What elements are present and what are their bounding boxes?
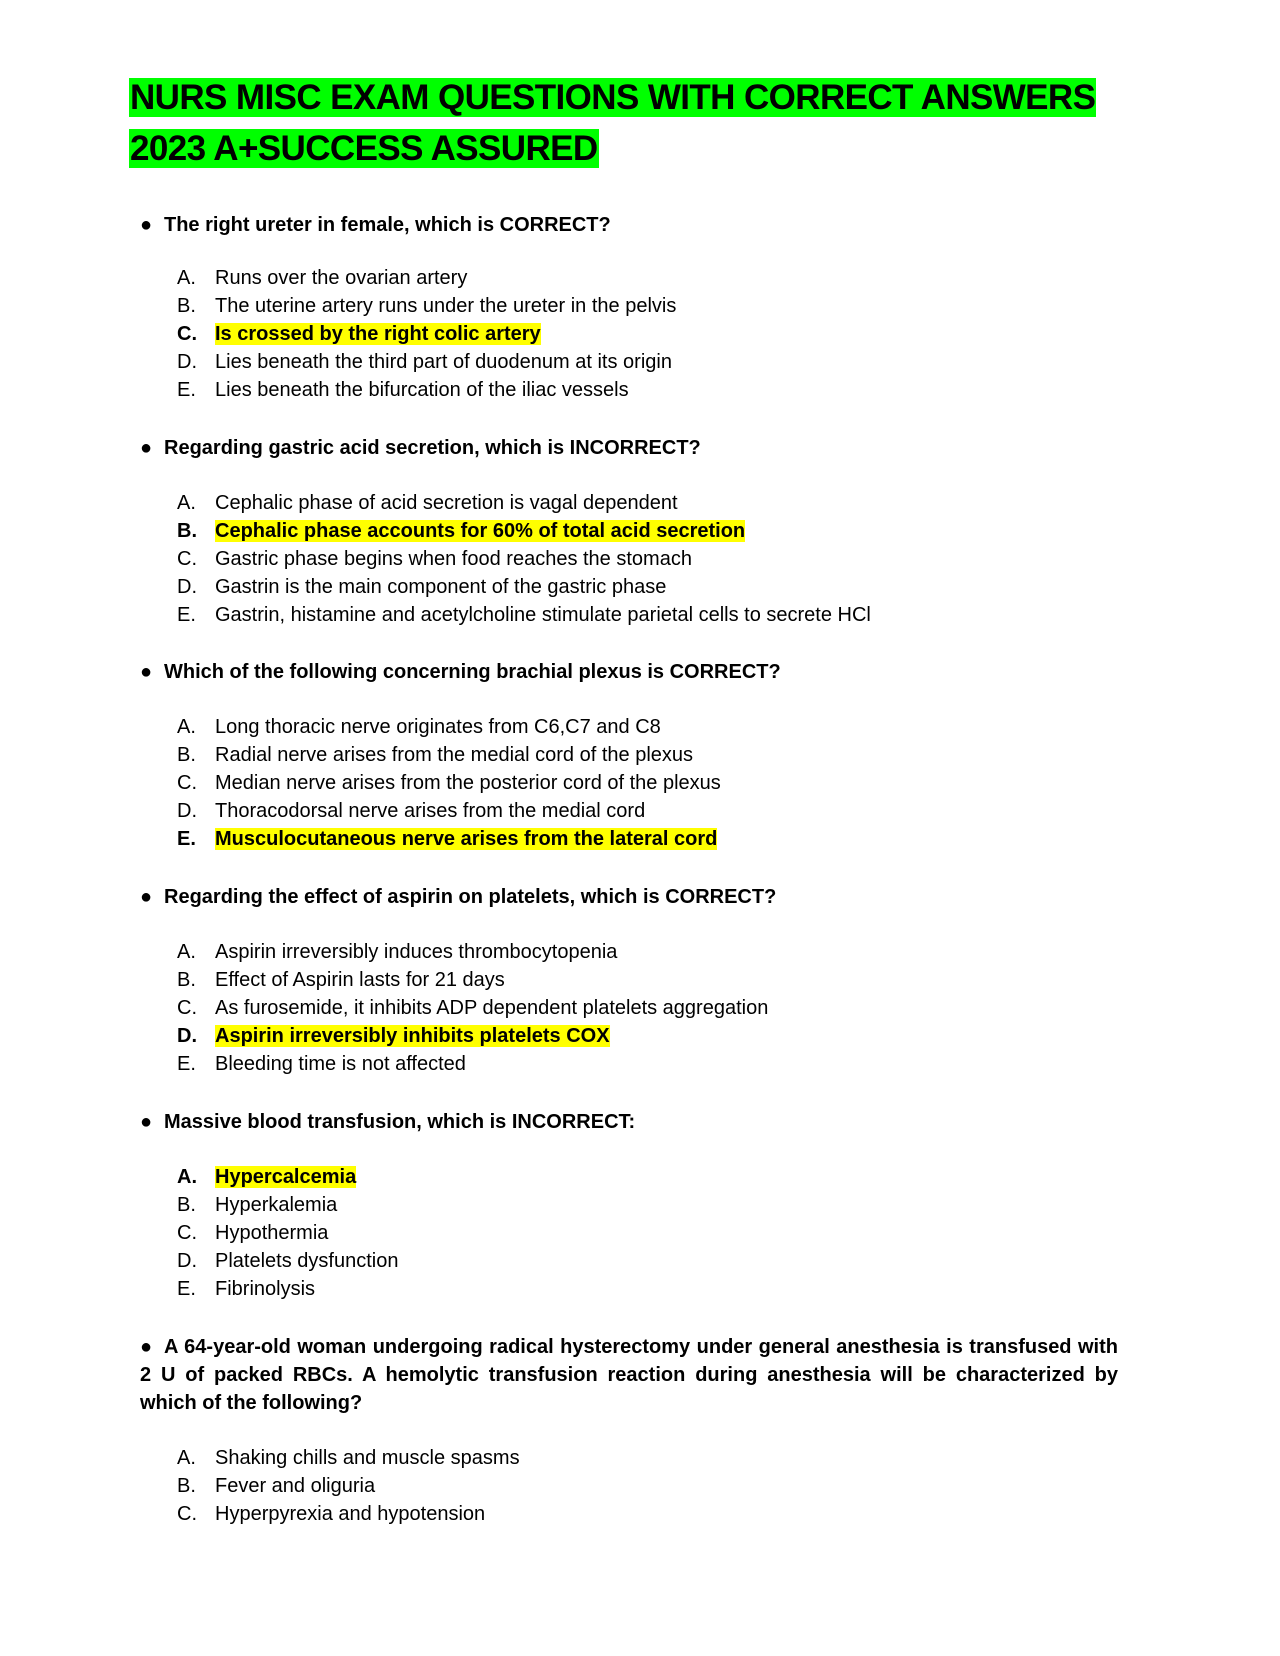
option-text: The uterine artery runs under the ureter in the pelvis: [215, 295, 677, 317]
option-text-highlighted: Aspirin irreversibly inhibits platelets COX: [215, 1025, 610, 1047]
option-text: Bleeding time is not affected: [215, 1053, 466, 1075]
option-text: Hyperkalemia: [215, 1194, 338, 1216]
option-letter: E.: [177, 604, 196, 626]
option-text: Fibrinolysis: [215, 1278, 316, 1300]
question-6: [140, 1333, 1118, 1417]
bullet-dot-icon: ●: [140, 437, 153, 459]
bullet-dot-icon: ●: [140, 661, 153, 683]
option-text: Long thoracic nerve originates from C6,C7 and C8: [215, 716, 661, 738]
option-item: [177, 741, 721, 769]
option-item: [177, 601, 871, 629]
option-letter: B.: [177, 1475, 196, 1497]
option-letter: A.: [177, 492, 196, 514]
option-item: [177, 994, 768, 1022]
question-5: [140, 1108, 1140, 1136]
option-item: [177, 769, 721, 797]
question-6-prompt: A 64-year-old woman undergoing radical hysterectomy under general anesthesia is transfused with 2 U of packed RBCs. A hemolytic transfusion reaction during anesthesia will be characterized by which of the following?: [140, 1336, 1118, 1414]
question-1-options: [177, 264, 676, 404]
option-text: Aspirin irreversibly induces thrombocytopenia: [215, 941, 618, 963]
option-letter: A.: [177, 716, 196, 738]
option-item-correct: [177, 517, 871, 545]
option-item: [177, 348, 676, 376]
bullet-dot-icon: ●: [140, 214, 153, 236]
option-item: [177, 1247, 398, 1275]
option-letter: B.: [177, 1194, 196, 1216]
option-letter: D.: [177, 1025, 197, 1047]
option-letter: A.: [177, 267, 196, 289]
option-letter: A.: [177, 1447, 196, 1469]
option-text: Platelets dysfunction: [215, 1250, 399, 1272]
option-text-highlighted: Is crossed by the right colic artery: [215, 323, 541, 345]
option-item: [177, 797, 721, 825]
option-text: Runs over the ovarian artery: [215, 267, 468, 289]
option-letter: D.: [177, 576, 197, 598]
question-5-options: [177, 1163, 398, 1303]
question-5-prompt: Massive blood transfusion, which is INCORRECT:: [164, 1111, 636, 1133]
option-letter: A.: [177, 1166, 197, 1188]
option-item: [177, 966, 768, 994]
option-text-highlighted: Musculocutaneous nerve arises from the lateral cord: [215, 828, 718, 850]
option-letter: B.: [177, 295, 196, 317]
option-letter: E.: [177, 1278, 196, 1300]
question-6-options: [177, 1444, 520, 1528]
option-letter: E.: [177, 379, 196, 401]
option-text: Gastrin is the main component of the gastric phase: [215, 576, 667, 598]
question-4-prompt: Regarding the effect of aspirin on platelets, which is CORRECT?: [164, 886, 777, 908]
option-item-correct: [177, 1163, 398, 1191]
option-item: [177, 1472, 520, 1500]
option-item: [177, 1500, 520, 1528]
question-3-prompt: Which of the following concerning brachial plexus is CORRECT?: [164, 661, 781, 683]
option-item: [177, 1191, 398, 1219]
option-letter: E.: [177, 1053, 196, 1075]
question-1: [140, 211, 1140, 239]
question-2-options: [177, 489, 871, 629]
question-3: [140, 658, 1140, 686]
option-item: [177, 573, 871, 601]
option-text: Shaking chills and muscle spasms: [215, 1447, 520, 1469]
option-letter: B.: [177, 744, 196, 766]
option-letter: C.: [177, 1222, 197, 1244]
option-text-highlighted: Cephalic phase accounts for 60% of total acid secretion: [215, 520, 746, 542]
option-text-highlighted: Hypercalcemia: [215, 1166, 357, 1188]
option-letter: B.: [177, 520, 197, 542]
question-3-options: [177, 713, 721, 853]
option-letter: D.: [177, 1250, 197, 1272]
bullet-dot-icon: ●: [140, 886, 153, 908]
option-item: [177, 545, 871, 573]
question-4-options: [177, 938, 768, 1078]
option-letter: D.: [177, 800, 197, 822]
option-text: Cephalic phase of acid secretion is vagal dependent: [215, 492, 678, 514]
option-letter: C.: [177, 548, 197, 570]
option-item-correct: [177, 1022, 768, 1050]
option-item: [177, 938, 768, 966]
question-4: [140, 883, 1140, 911]
option-item: [177, 489, 871, 517]
option-text: Hyperpyrexia and hypotension: [215, 1503, 486, 1525]
option-text: As furosemide, it inhibits ADP dependent platelets aggregation: [215, 997, 769, 1019]
option-item: [177, 1275, 398, 1303]
option-letter: C.: [177, 772, 197, 794]
option-letter: C.: [177, 1503, 197, 1525]
option-item: [177, 1444, 520, 1472]
option-text: Radial nerve arises from the medial cord of the plexus: [215, 744, 694, 766]
option-text: Fever and oliguria: [215, 1475, 376, 1497]
option-letter: B.: [177, 969, 196, 991]
option-letter: D.: [177, 351, 197, 373]
option-item: [177, 376, 676, 404]
option-item: [177, 1219, 398, 1247]
document-title-text: NURS MISC EXAM QUESTIONS WITH CORRECT ANSWERS 2023 A+SUCCESS ASSURED: [130, 78, 1096, 168]
question-2: [140, 434, 1140, 462]
bullet-dot-icon: ●: [140, 1111, 153, 1133]
document-title: [129, 72, 1129, 174]
option-letter: C.: [177, 323, 197, 345]
option-item: [177, 292, 676, 320]
option-item-correct: [177, 825, 721, 853]
option-letter: A.: [177, 941, 196, 963]
option-text: Lies beneath the third part of duodenum at its origin: [215, 351, 672, 373]
option-item: [177, 264, 676, 292]
option-text: Thoracodorsal nerve arises from the medial cord: [215, 800, 646, 822]
option-text: Lies beneath the bifurcation of the iliac vessels: [215, 379, 629, 401]
option-item: [177, 713, 721, 741]
question-1-prompt: The right ureter in female, which is CORRECT?: [164, 214, 611, 236]
option-text: Gastric phase begins when food reaches the stomach: [215, 548, 692, 570]
option-letter: E.: [177, 828, 196, 850]
option-letter: C.: [177, 997, 197, 1019]
question-2-prompt: Regarding gastric acid secretion, which is INCORRECT?: [164, 437, 701, 459]
option-text: Gastrin, histamine and acetylcholine stimulate parietal cells to secrete HCl: [215, 604, 871, 626]
option-text: Hypothermia: [215, 1222, 329, 1244]
option-item-correct: [177, 320, 676, 348]
option-text: Median nerve arises from the posterior cord of the plexus: [215, 772, 721, 794]
option-item: [177, 1050, 768, 1078]
bullet-dot-icon: ●: [140, 1336, 153, 1358]
option-text: Effect of Aspirin lasts for 21 days: [215, 969, 505, 991]
